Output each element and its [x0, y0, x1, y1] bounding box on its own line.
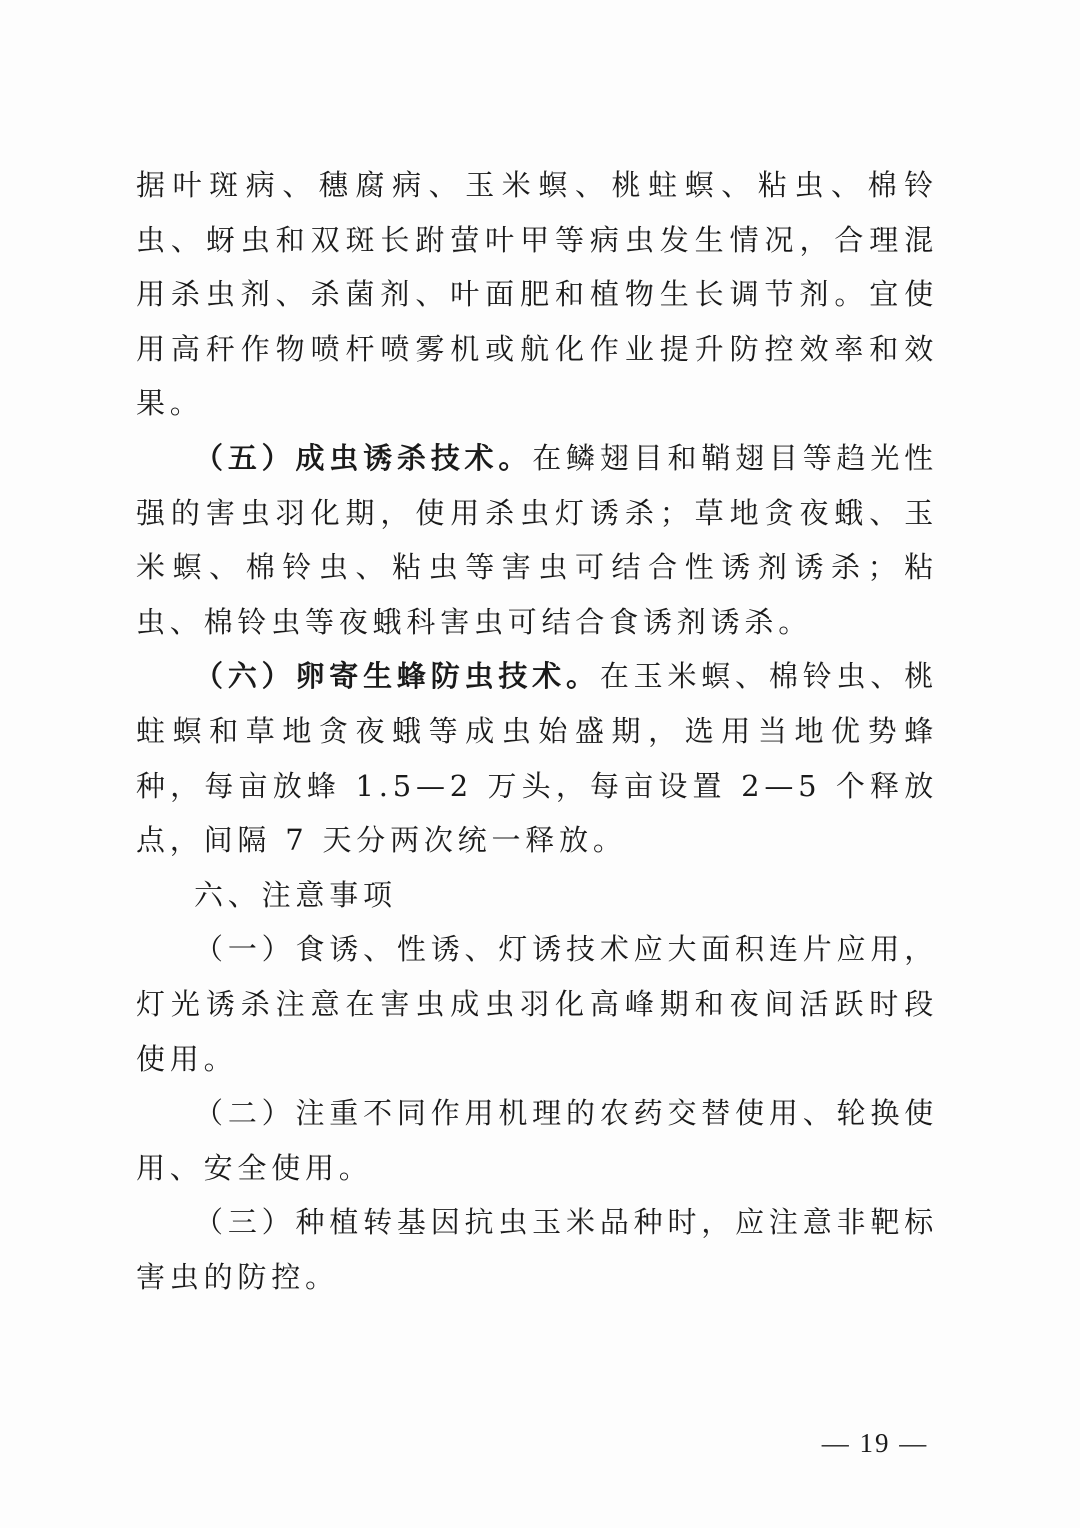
continuation-paragraph: 据叶斑病、穗腐病、玉米螟、桃蛀螟、粘虫、棉铃虫、蚜虫和双斑长跗萤叶甲等病虫发生情况，合理混用杀虫剂、杀菌剂、叶面肥和植物生长调节剂。宜使用高秆作物喷杆喷雾机或航化作业提升防控效率和效果。	[136, 168, 938, 421]
item-5-body: 在鳞翅目和鞘翅目等趋光性强的害虫羽化期，使用杀虫灯诱杀；草地贪夜蛾、玉米螟、棉铃虫、粘虫等害虫可结合性诱剂诱杀；粘虫、棉铃虫等夜蛾科害虫可结合食诱剂诱杀。	[136, 440, 938, 639]
section-6-title: 六、注意事项	[194, 877, 397, 912]
note-3-paragraph: （三）种植转基因抗虫玉米品种时，应注意非靶标害虫的防控。	[136, 1205, 938, 1294]
item-6-heading: （六）卵寄生蜂防虫技术。	[194, 659, 600, 694]
page-number: — 19 —	[821, 1428, 929, 1458]
document-body	[136, 158, 938, 1304]
item-6-body: 在玉米螟、棉铃虫、桃蛀螟和草地贪夜蛾等成虫始盛期，选用当地优势蜂种，每亩放蜂 1.5—2 万头，每亩设置 2—5 个释放点，间隔 7 天分两次统一释放。	[136, 659, 938, 858]
item-5-paragraph	[136, 431, 938, 649]
item-6-paragraph	[136, 649, 938, 867]
note-1-paragraph: （一）食诱、性诱、灯诱技术应大面积连片应用，灯光诱杀注意在害虫成虫羽化高峰期和夜间活跃时段使用。	[136, 932, 938, 1076]
item-5-heading: （五）成虫诱杀技术。	[194, 440, 533, 475]
note-2-paragraph: （二）注重不同作用机理的农药交替使用、轮换使用、安全使用。	[136, 1096, 938, 1185]
